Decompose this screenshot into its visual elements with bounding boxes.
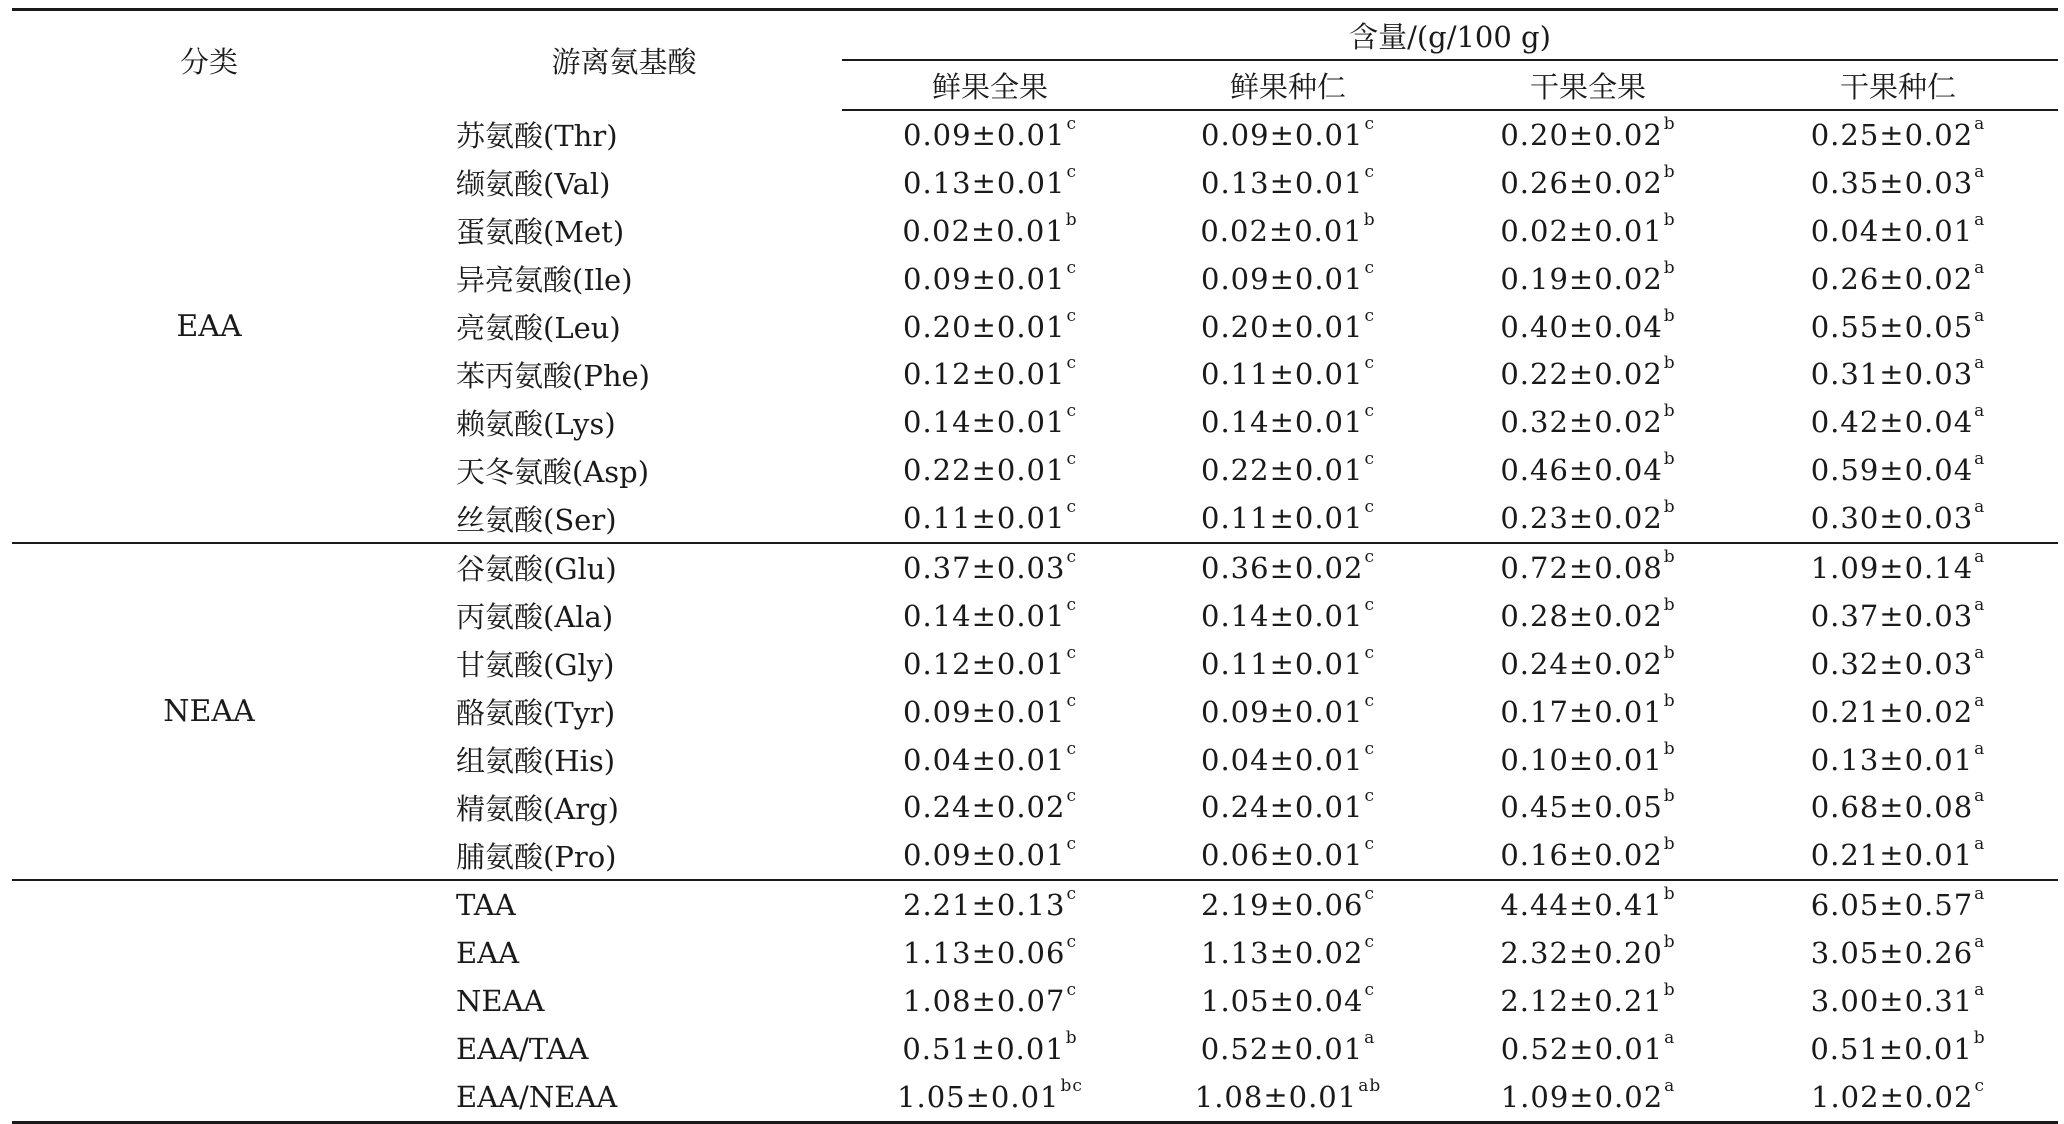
- amino-acid-name: 苏氨酸(Thr): [456, 118, 618, 153]
- significance-letter: a: [1974, 353, 1986, 374]
- significance-letter: c: [1364, 738, 1375, 759]
- value-text: 0.30±0.03: [1810, 501, 1974, 536]
- value-text: 2.21±0.13: [903, 888, 1066, 923]
- value-cell: [1138, 640, 1438, 688]
- value-text: 0.11±0.01: [1201, 646, 1364, 681]
- value-cell: [1138, 592, 1438, 640]
- value-cell: [842, 977, 1138, 1025]
- amino-acid-name: EAA: [456, 936, 520, 971]
- value-text: 1.08±0.01: [1194, 1079, 1358, 1114]
- significance-letter: c: [1974, 1075, 1985, 1096]
- value-text: 0.09±0.01: [903, 838, 1066, 873]
- significance-letter: c: [1066, 932, 1077, 953]
- header-content: 含量/(g/100 g): [842, 10, 2058, 61]
- value-cell: [1138, 543, 1438, 592]
- value-text: 0.37±0.03: [903, 550, 1066, 585]
- significance-letter: a: [1974, 594, 1986, 615]
- significance-letter: c: [1066, 353, 1077, 374]
- significance-letter: a: [1974, 834, 1986, 855]
- significance-letter: a: [1974, 305, 1986, 326]
- value-text: 0.25±0.02: [1810, 117, 1974, 152]
- significance-letter: c: [1364, 305, 1375, 326]
- significance-letter: a: [1974, 884, 1986, 905]
- value-cell: [842, 207, 1138, 255]
- value-text: 3.00±0.31: [1810, 983, 1974, 1018]
- value-text: 0.28±0.02: [1500, 598, 1663, 633]
- value-text: 0.10±0.01: [1500, 742, 1663, 777]
- value-cell: [842, 110, 1138, 159]
- significance-letter: c: [1066, 738, 1077, 759]
- significance-letter: b: [1663, 738, 1676, 759]
- value-text: 0.11±0.01: [1201, 357, 1364, 392]
- significance-letter: b: [1065, 1027, 1078, 1048]
- value-cell: [1138, 929, 1438, 977]
- value-text: 0.55±0.05: [1810, 309, 1974, 344]
- significance-letter: b: [1065, 209, 1078, 230]
- amino-acid-name: 丙氨酸(Ala): [456, 600, 614, 635]
- amino-acid-name: 甘氨酸(Gly): [456, 648, 615, 683]
- value-cell: [1438, 736, 1738, 784]
- value-text: 0.26±0.02: [1810, 261, 1974, 296]
- significance-letter: a: [1974, 690, 1986, 711]
- value-cell: [1138, 110, 1438, 159]
- value-cell: [1738, 736, 2058, 784]
- value-cell: [842, 543, 1138, 592]
- significance-letter: b: [1663, 834, 1676, 855]
- value-text: 0.32±0.03: [1810, 646, 1974, 681]
- value-cell: [1438, 543, 1738, 592]
- value-cell: [1738, 640, 2058, 688]
- significance-letter: a: [1974, 449, 1986, 470]
- significance-letter: c: [1364, 884, 1375, 905]
- significance-letter: b: [1663, 594, 1676, 615]
- value-cell: [1738, 446, 2058, 494]
- table-row: [12, 543, 2058, 592]
- value-cell: [1138, 255, 1438, 303]
- significance-letter: c: [1364, 932, 1375, 953]
- value-text: 0.02±0.01: [1500, 213, 1663, 248]
- value-text: 0.26±0.02: [1500, 165, 1663, 200]
- value-text: 0.09±0.01: [903, 117, 1066, 152]
- amino-acid-name: 组氨酸(His): [456, 744, 616, 779]
- value-text: 0.59±0.04: [1810, 453, 1974, 488]
- value-cell: [1738, 831, 2058, 880]
- value-cell: [842, 831, 1138, 880]
- value-text: 0.24±0.02: [903, 790, 1066, 825]
- amino-acid-name: 蛋氨酸(Met): [456, 215, 625, 250]
- amino-acid-name: TAA: [406, 880, 842, 929]
- significance-letter: a: [1974, 738, 1986, 759]
- value-cell: [842, 592, 1138, 640]
- value-cell: [1438, 255, 1738, 303]
- value-cell: [1438, 929, 1738, 977]
- value-text: 0.24±0.02: [1500, 646, 1663, 681]
- value-text: 0.20±0.02: [1500, 117, 1663, 152]
- significance-letter: b: [1663, 113, 1676, 134]
- value-cell: [842, 494, 1138, 543]
- value-cell: [1438, 880, 1738, 929]
- amino-acid-name: 异亮氨酸(Ile): [456, 263, 633, 298]
- significance-letter: c: [1364, 161, 1375, 182]
- value-cell: [1138, 159, 1438, 207]
- significance-letter: c: [1364, 401, 1375, 422]
- significance-letter: a: [1974, 979, 1986, 1000]
- value-text: 0.72±0.08: [1500, 550, 1663, 585]
- value-cell: [1438, 207, 1738, 255]
- value-cell: [1738, 977, 2058, 1025]
- amino-acid-name: 谷氨酸(Glu): [406, 543, 842, 592]
- significance-letter: c: [1364, 497, 1375, 518]
- value-text: 0.21±0.01: [1810, 838, 1974, 873]
- header-amino-acid: 游离氨基酸: [551, 45, 697, 79]
- value-cell: [842, 1025, 1138, 1073]
- value-cell: [1138, 207, 1438, 255]
- value-text: 0.24±0.01: [1201, 790, 1364, 825]
- value-cell: [1438, 592, 1738, 640]
- header-category: 分类: [179, 45, 238, 79]
- header-dry-kernel: 干果种仁: [1738, 60, 2058, 110]
- value-text: 0.68±0.08: [1810, 790, 1974, 825]
- significance-letter: c: [1364, 642, 1375, 663]
- significance-letter: b: [1663, 305, 1676, 326]
- value-text: 1.13±0.02: [1201, 936, 1364, 971]
- value-text: 0.21±0.02: [1810, 694, 1974, 729]
- value-cell: [1738, 398, 2058, 446]
- value-text: 0.13±0.01: [903, 165, 1066, 200]
- significance-letter: c: [1066, 546, 1077, 567]
- value-cell: [1738, 303, 2058, 351]
- value-text: 1.05±0.04: [1201, 983, 1364, 1018]
- value-text: 1.02±0.02: [1811, 1079, 1974, 1114]
- value-text: 0.09±0.01: [1201, 694, 1364, 729]
- value-cell: [1138, 831, 1438, 880]
- value-text: 0.02±0.01: [902, 213, 1065, 248]
- value-cell: [1438, 688, 1738, 736]
- value-text: 0.14±0.01: [903, 405, 1066, 440]
- value-text: 1.05±0.01: [897, 1079, 1060, 1114]
- value-cell: [1438, 110, 1738, 159]
- value-cell: [1438, 446, 1738, 494]
- value-text: 0.09±0.01: [1201, 117, 1364, 152]
- value-cell: [1738, 1073, 2058, 1122]
- value-cell: [1738, 880, 2058, 929]
- value-cell: [1438, 494, 1738, 543]
- amino-acid-name: 缬氨酸(Val): [456, 167, 611, 202]
- significance-letter: b: [1363, 209, 1376, 230]
- value-cell: [1138, 977, 1438, 1025]
- value-cell: [1738, 688, 2058, 736]
- value-cell: [842, 783, 1138, 831]
- significance-letter: c: [1364, 834, 1375, 855]
- value-text: 0.09±0.01: [1201, 261, 1364, 296]
- value-text: 0.20±0.01: [1201, 309, 1364, 344]
- significance-letter: b: [1663, 161, 1676, 182]
- value-cell: [1138, 1073, 1438, 1122]
- value-text: 0.17±0.01: [1500, 694, 1663, 729]
- significance-letter: a: [1974, 401, 1986, 422]
- value-text: 0.22±0.01: [903, 453, 1066, 488]
- value-cell: [1438, 640, 1738, 688]
- value-cell: [1138, 398, 1438, 446]
- value-cell: [1738, 110, 2058, 159]
- value-text: 0.13±0.01: [1810, 742, 1974, 777]
- value-cell: [842, 398, 1138, 446]
- significance-letter: a: [1364, 1027, 1376, 1048]
- value-text: 0.02±0.01: [1200, 213, 1363, 248]
- value-cell: [842, 446, 1138, 494]
- value-text: 0.52±0.01: [1500, 1031, 1664, 1066]
- value-text: 0.04±0.01: [1201, 742, 1364, 777]
- significance-letter: bc: [1060, 1075, 1083, 1096]
- value-text: 0.13±0.01: [1201, 165, 1364, 200]
- header-dry-whole: 干果全果: [1438, 60, 1738, 110]
- value-cell: [842, 350, 1138, 398]
- significance-letter: c: [1364, 449, 1375, 470]
- significance-letter: c: [1364, 113, 1375, 134]
- significance-letter: a: [1974, 209, 1986, 230]
- significance-letter: a: [1974, 161, 1986, 182]
- value-text: 0.16±0.02: [1500, 838, 1663, 873]
- value-cell: [1138, 688, 1438, 736]
- amino-acid-name: 亮氨酸(Leu): [456, 311, 621, 345]
- value-cell: [842, 303, 1138, 351]
- significance-letter: ab: [1358, 1075, 1382, 1096]
- significance-letter: c: [1066, 690, 1077, 711]
- value-cell: [1738, 783, 2058, 831]
- value-text: 0.20±0.01: [903, 309, 1066, 344]
- significance-letter: a: [1974, 642, 1986, 663]
- value-cell: [1738, 207, 2058, 255]
- value-text: 0.45±0.05: [1500, 790, 1663, 825]
- significance-letter: b: [1663, 353, 1676, 374]
- value-text: 0.31±0.03: [1810, 357, 1974, 392]
- significance-letter: b: [1663, 786, 1676, 807]
- value-cell: [1738, 350, 2058, 398]
- amino-acid-table-container: [12, 8, 2058, 1124]
- value-text: 1.09±0.14: [1810, 550, 1974, 585]
- value-cell: [842, 159, 1138, 207]
- group-label: NEAA: [12, 543, 406, 880]
- significance-letter: b: [1663, 546, 1676, 567]
- value-text: 0.51±0.01: [902, 1031, 1065, 1066]
- amino-acid-name: EAA/NEAA: [456, 1079, 618, 1114]
- significance-letter: b: [1663, 884, 1676, 905]
- significance-letter: a: [1974, 546, 1986, 567]
- value-text: 0.35±0.03: [1810, 165, 1974, 200]
- value-cell: [1738, 592, 2058, 640]
- group-label: EAA: [176, 308, 242, 344]
- value-text: 0.51±0.01: [1810, 1031, 1973, 1066]
- significance-letter: a: [1974, 932, 1986, 953]
- value-cell: [1138, 446, 1438, 494]
- value-cell: [842, 929, 1138, 977]
- significance-letter: b: [1973, 1027, 1986, 1048]
- significance-letter: c: [1066, 884, 1077, 905]
- value-cell: [1738, 159, 2058, 207]
- amino-acid-name: 丝氨酸(Ser): [456, 502, 617, 537]
- value-cell: [842, 255, 1138, 303]
- significance-letter: c: [1066, 642, 1077, 663]
- value-text: 0.12±0.01: [903, 357, 1066, 392]
- significance-letter: c: [1066, 786, 1077, 807]
- value-text: 0.12±0.01: [903, 646, 1066, 681]
- value-text: 0.22±0.01: [1201, 453, 1364, 488]
- amino-acid-name: 精氨酸(Arg): [456, 791, 619, 826]
- amino-acid-name: 苯丙氨酸(Phe): [456, 358, 650, 393]
- significance-letter: b: [1663, 449, 1676, 470]
- value-cell: [1438, 1073, 1738, 1122]
- value-text: 0.14±0.01: [903, 598, 1066, 633]
- value-cell: [1138, 350, 1438, 398]
- value-cell: [842, 736, 1138, 784]
- amino-acid-table: [12, 8, 2058, 1124]
- significance-letter: b: [1663, 932, 1676, 953]
- value-text: 0.19±0.02: [1500, 261, 1663, 296]
- significance-letter: b: [1663, 690, 1676, 711]
- value-cell: [1438, 303, 1738, 351]
- value-cell: [1738, 255, 2058, 303]
- table-row: [12, 880, 2058, 929]
- value-cell: [1138, 1025, 1438, 1073]
- significance-letter: c: [1364, 786, 1375, 807]
- value-cell: [1438, 1025, 1738, 1073]
- significance-letter: c: [1066, 449, 1077, 470]
- significance-letter: b: [1663, 209, 1676, 230]
- value-cell: [1438, 398, 1738, 446]
- value-text: 0.42±0.04: [1810, 405, 1974, 440]
- value-cell: [1438, 159, 1738, 207]
- value-cell: [1738, 1025, 2058, 1073]
- value-cell: [1438, 783, 1738, 831]
- significance-letter: a: [1974, 497, 1986, 518]
- value-cell: [1138, 303, 1438, 351]
- value-text: 0.04±0.01: [1810, 213, 1974, 248]
- value-text: 0.52±0.01: [1200, 1031, 1364, 1066]
- value-cell: [1438, 350, 1738, 398]
- value-cell: [842, 880, 1138, 929]
- significance-letter: c: [1364, 353, 1375, 374]
- value-text: 0.06±0.01: [1201, 838, 1364, 873]
- significance-letter: c: [1066, 257, 1077, 278]
- value-text: 0.11±0.01: [1201, 501, 1364, 536]
- value-text: 0.22±0.02: [1500, 357, 1663, 392]
- value-text: 0.09±0.01: [903, 261, 1066, 296]
- significance-letter: c: [1364, 979, 1375, 1000]
- value-cell: [1138, 736, 1438, 784]
- value-text: 0.46±0.04: [1500, 453, 1663, 488]
- significance-letter: b: [1663, 257, 1676, 278]
- significance-letter: c: [1066, 834, 1077, 855]
- value-cell: [1138, 494, 1438, 543]
- value-cell: [1438, 831, 1738, 880]
- value-text: 1.09±0.02: [1500, 1079, 1664, 1114]
- significance-letter: c: [1066, 113, 1077, 134]
- value-cell: [842, 640, 1138, 688]
- value-text: 2.19±0.06: [1201, 888, 1364, 923]
- value-text: 0.40±0.04: [1500, 309, 1663, 344]
- significance-letter: c: [1364, 546, 1375, 567]
- value-cell: [842, 688, 1138, 736]
- value-text: 4.44±0.41: [1500, 888, 1663, 923]
- value-cell: [1738, 929, 2058, 977]
- significance-letter: b: [1663, 401, 1676, 422]
- significance-letter: a: [1974, 786, 1986, 807]
- value-cell: [1738, 494, 2058, 543]
- significance-letter: a: [1664, 1027, 1676, 1048]
- significance-letter: a: [1974, 257, 1986, 278]
- table-row: [12, 110, 2058, 159]
- significance-letter: b: [1663, 979, 1676, 1000]
- significance-letter: c: [1364, 690, 1375, 711]
- significance-letter: a: [1974, 113, 1986, 134]
- significance-letter: b: [1663, 497, 1676, 518]
- significance-letter: c: [1066, 497, 1077, 518]
- value-text: 0.23±0.02: [1500, 501, 1663, 536]
- value-cell: [1438, 977, 1738, 1025]
- significance-letter: c: [1364, 594, 1375, 615]
- amino-acid-name: 天冬氨酸(Asp): [456, 454, 650, 489]
- header-fresh-whole: 鲜果全果: [842, 60, 1138, 110]
- value-cell: [1138, 783, 1438, 831]
- significance-letter: a: [1664, 1075, 1676, 1096]
- value-cell: [1138, 880, 1438, 929]
- significance-letter: c: [1364, 257, 1375, 278]
- significance-letter: c: [1066, 305, 1077, 326]
- significance-letter: c: [1066, 401, 1077, 422]
- amino-acid-name: 酪氨酸(Tyr): [456, 696, 616, 731]
- significance-letter: c: [1066, 979, 1077, 1000]
- significance-letter: c: [1066, 161, 1077, 182]
- value-text: 0.14±0.01: [1201, 405, 1364, 440]
- header-fresh-kernel: 鲜果种仁: [1138, 60, 1438, 110]
- value-text: 0.32±0.02: [1500, 405, 1663, 440]
- significance-letter: c: [1066, 594, 1077, 615]
- value-text: 0.11±0.01: [903, 501, 1066, 536]
- value-text: 3.05±0.26: [1810, 936, 1974, 971]
- value-text: 0.14±0.01: [1201, 598, 1364, 633]
- amino-acid-name: EAA/TAA: [456, 1031, 589, 1066]
- table-body: [12, 110, 2058, 1122]
- amino-acid-name: 脯氨酸(Pro): [456, 839, 617, 874]
- significance-letter: b: [1663, 642, 1676, 663]
- value-cell: [1738, 543, 2058, 592]
- amino-acid-name: NEAA: [456, 983, 545, 1018]
- value-text: 0.09±0.01: [903, 694, 1066, 729]
- value-text: 2.12±0.21: [1500, 983, 1663, 1018]
- amino-acid-name: 赖氨酸(Lys): [456, 406, 616, 441]
- value-text: 0.37±0.03: [1810, 598, 1974, 633]
- value-text: 1.13±0.06: [903, 936, 1066, 971]
- value-text: 0.36±0.02: [1201, 550, 1364, 585]
- value-text: 2.32±0.20: [1500, 936, 1663, 971]
- value-cell: [842, 1073, 1138, 1122]
- group-label: [12, 880, 406, 1122]
- value-text: 0.04±0.01: [903, 742, 1066, 777]
- value-text: 6.05±0.57: [1810, 888, 1974, 923]
- value-text: 1.08±0.07: [903, 983, 1066, 1018]
